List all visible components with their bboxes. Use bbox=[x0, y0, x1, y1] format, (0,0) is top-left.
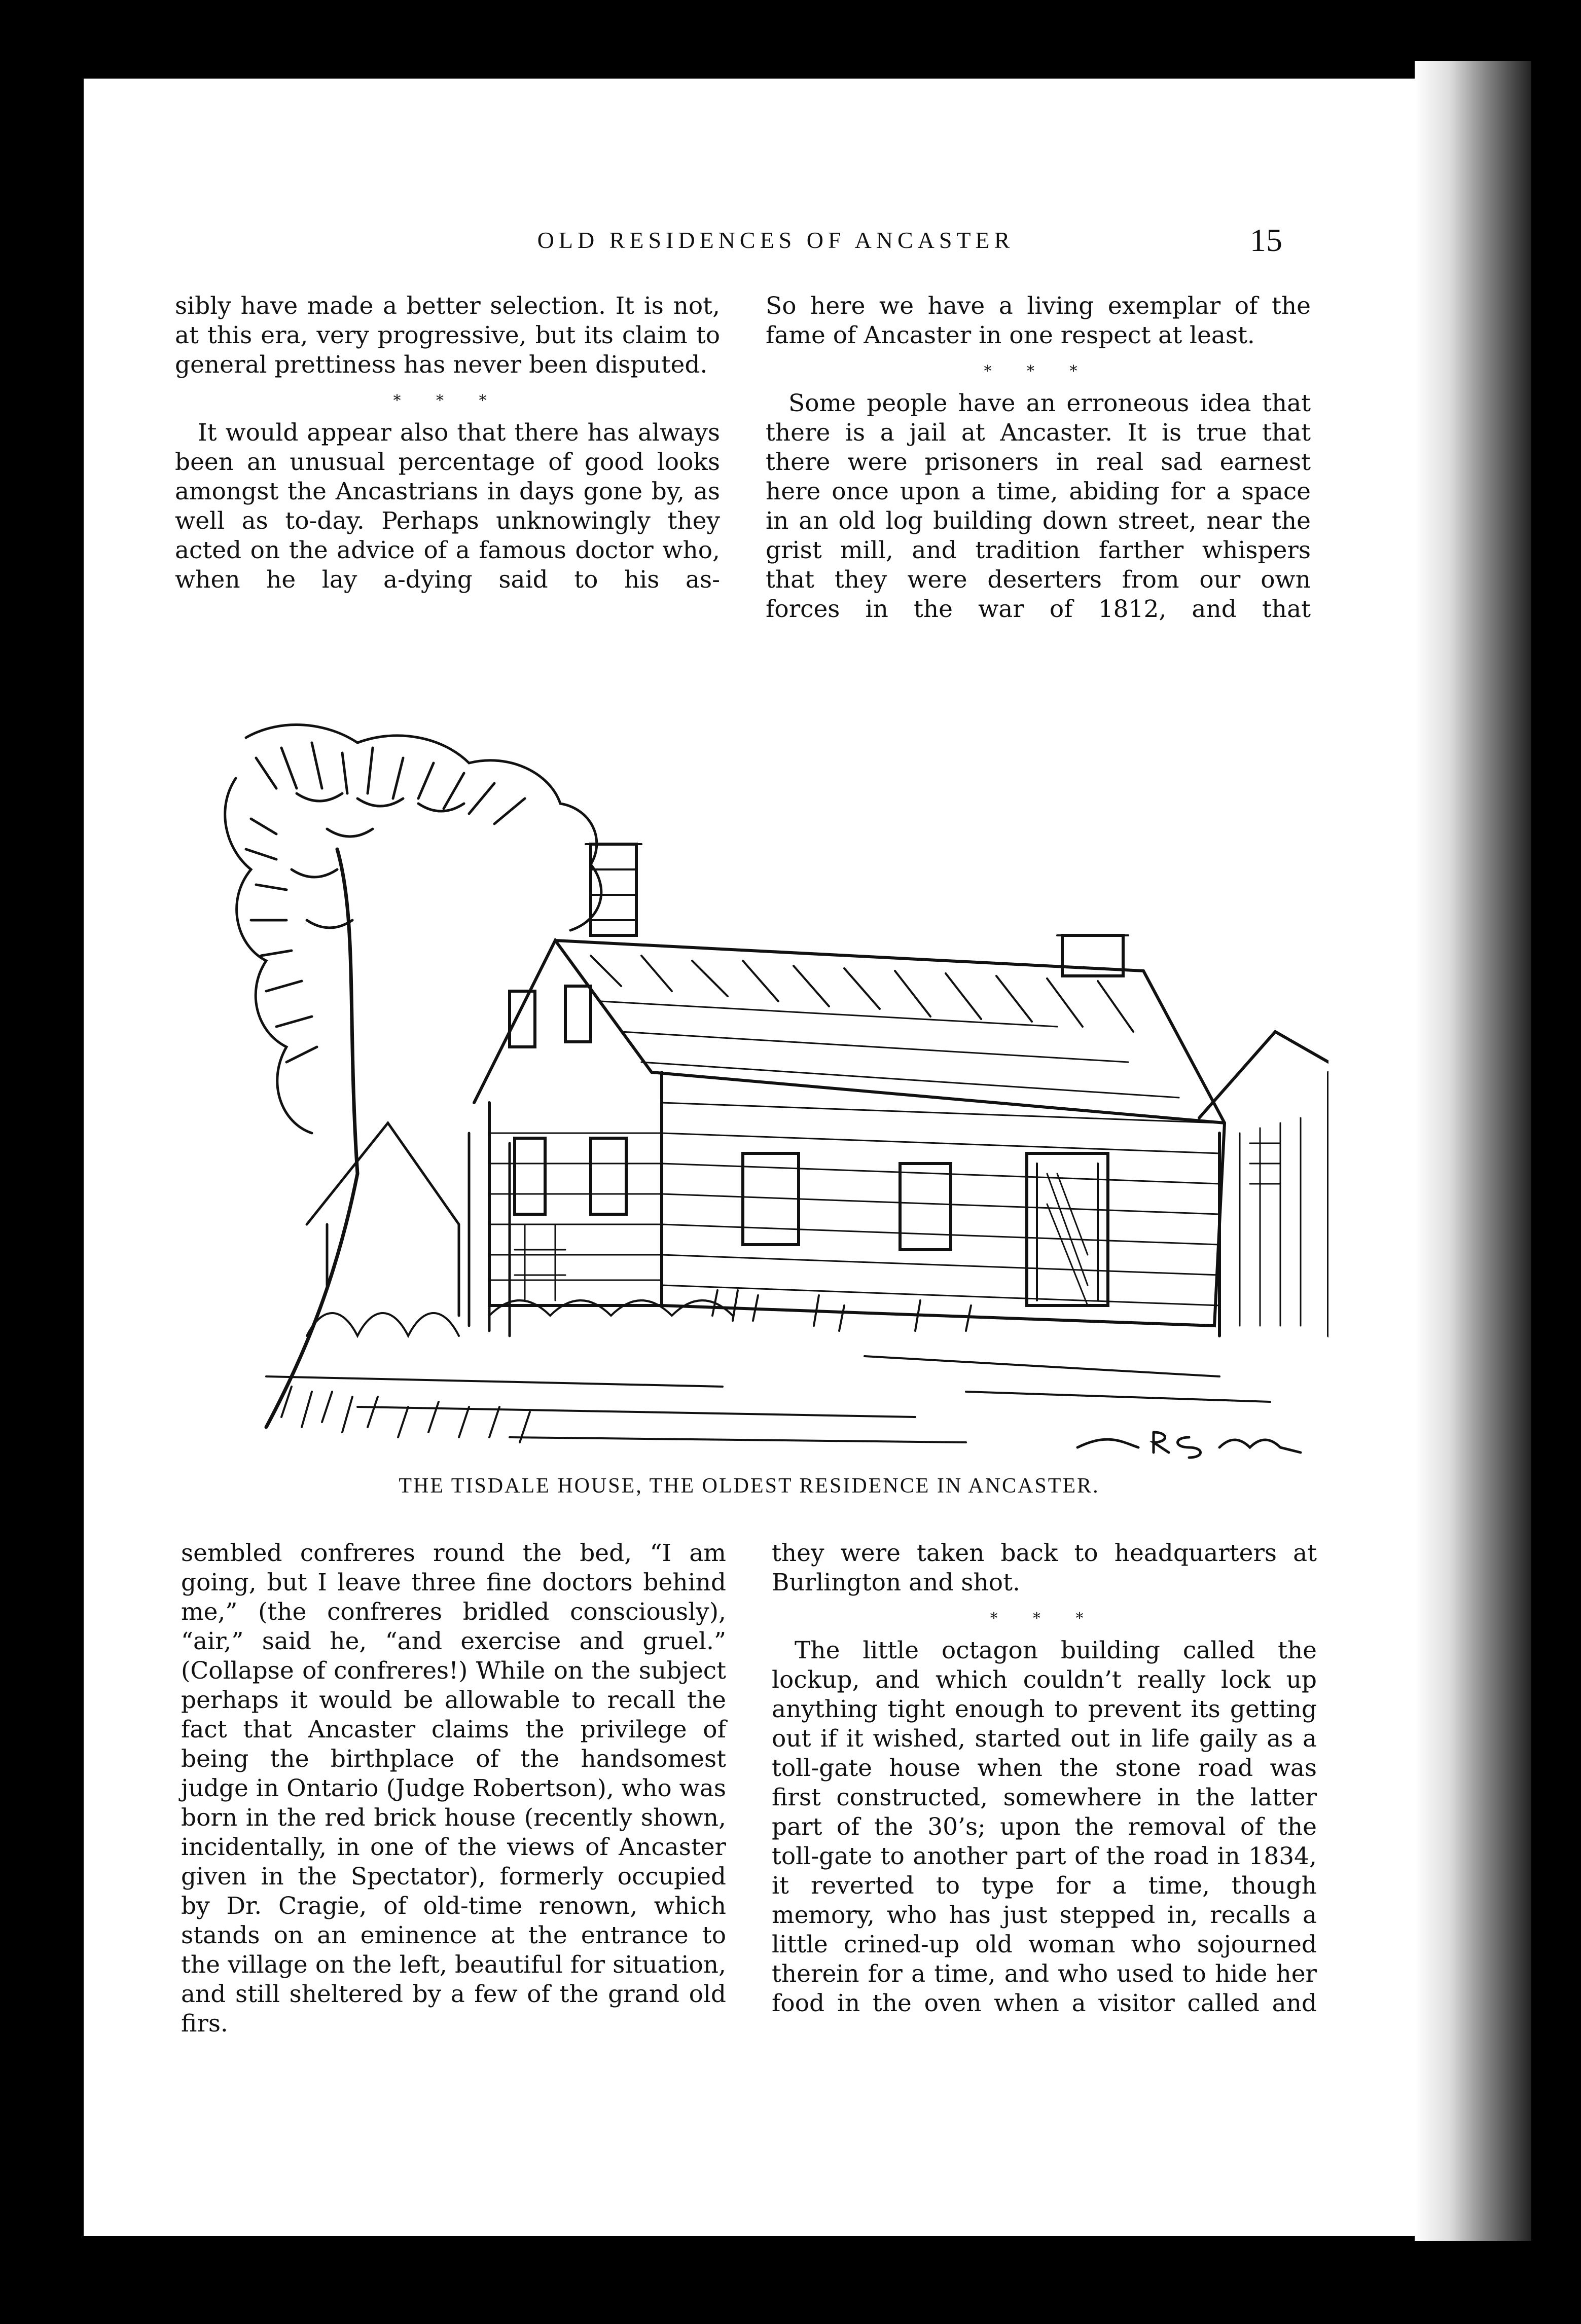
paragraph: Some people have an erroneous idea that there is a jail at Ancaster. It is true that there were prisoners in real sad earnest here once upon a time, abiding for a space in an old log building down street, near the grist mill, and tradition farther whispers that they were deserters from our own forces in the war of 1812, and that bbox=[766, 389, 1311, 623]
shrubs-and-ground bbox=[266, 1290, 1270, 1442]
neighbouring-building bbox=[1199, 1032, 1328, 1336]
page-number: 15 bbox=[1250, 222, 1282, 258]
section-separator: * * * bbox=[984, 362, 1093, 380]
column-bottom-right bbox=[772, 1539, 1317, 2018]
book-page bbox=[84, 79, 1415, 2236]
column-bottom-left bbox=[181, 1539, 726, 2039]
tree-foliage bbox=[225, 725, 601, 1427]
illustration-caption: THE TISDALE HOUSE, THE OLDEST RESIDENCE IN ANCASTER. bbox=[399, 1474, 1100, 1498]
page-header bbox=[84, 222, 1415, 272]
paragraph: they were taken back to headquarters at Burlington and shot. bbox=[772, 1539, 1317, 1596]
paragraph: The little octagon building called the lockup, and which couldn’t really lock up anything tight enough to prevent its getting out if it wished, started out in life gaily as a toll-gate house when the stone road was first constructed, somewhere in the latter part of the 30’s; upon the removal of the toll-gate to another part of the road in 1834, it reverted to type for a time, though memory, who has just stepped in, recalls a little crined-up old woman who sojourned therein for a time, and who used to hide her food in the oven when a visitor called and bbox=[772, 1637, 1317, 2017]
running-head: OLD RESIDENCES OF ANCASTER bbox=[537, 227, 1015, 253]
shed bbox=[307, 1123, 510, 1336]
book-edge bbox=[1415, 61, 1531, 2241]
paragraph: sibly have made a better selection. It is not, at this era, very progressive, but its claim to general prettiness has never been disputed. bbox=[175, 292, 720, 379]
paragraph: So here we have a living exemplar of the fame of Ancaster in one respect at least. bbox=[766, 292, 1311, 349]
paragraph: sembled confreres round the bed, “I am going, but I leave three fine doctors behind me,” (the confreres bridled consciously), “air,” said he, “and exercise and gruel.” (Collapse of confreres!) While on the subject perhaps it would be allowable to recall the fact that Ancaster claims the privilege of being the birthplace of the handsomest judge in Ontario (Judge Robertson), who was born in the red brick house (recently shown, incidentally, in one of the views of Ancaster given in the Spectator), formerly occupied by Dr. Cragie, of old-time renown, which stands on an eminence at the entrance to the village on the left, beautiful for situation, and still sheltered by a few of the grand old firs. bbox=[181, 1539, 726, 2038]
artist-signature-mark bbox=[1077, 1432, 1301, 1458]
tisdale-house-illustration bbox=[205, 717, 1328, 1493]
house-front-wall bbox=[662, 1072, 1225, 1326]
section-separator: * * * bbox=[393, 392, 502, 410]
section-separator: * * * bbox=[990, 1610, 1099, 1627]
paragraph: It would appear also that there has always been an unusual percentage of good looks amongst the Ancastrians in days gone by, as well as to-day. Perhaps unknowingly they acted on the advice of a famous doctor who, when he lay a-dying said to his as- bbox=[175, 419, 720, 594]
column-top-right bbox=[766, 292, 1311, 624]
house-left-gable bbox=[474, 940, 662, 1305]
column-top-left bbox=[175, 292, 720, 595]
